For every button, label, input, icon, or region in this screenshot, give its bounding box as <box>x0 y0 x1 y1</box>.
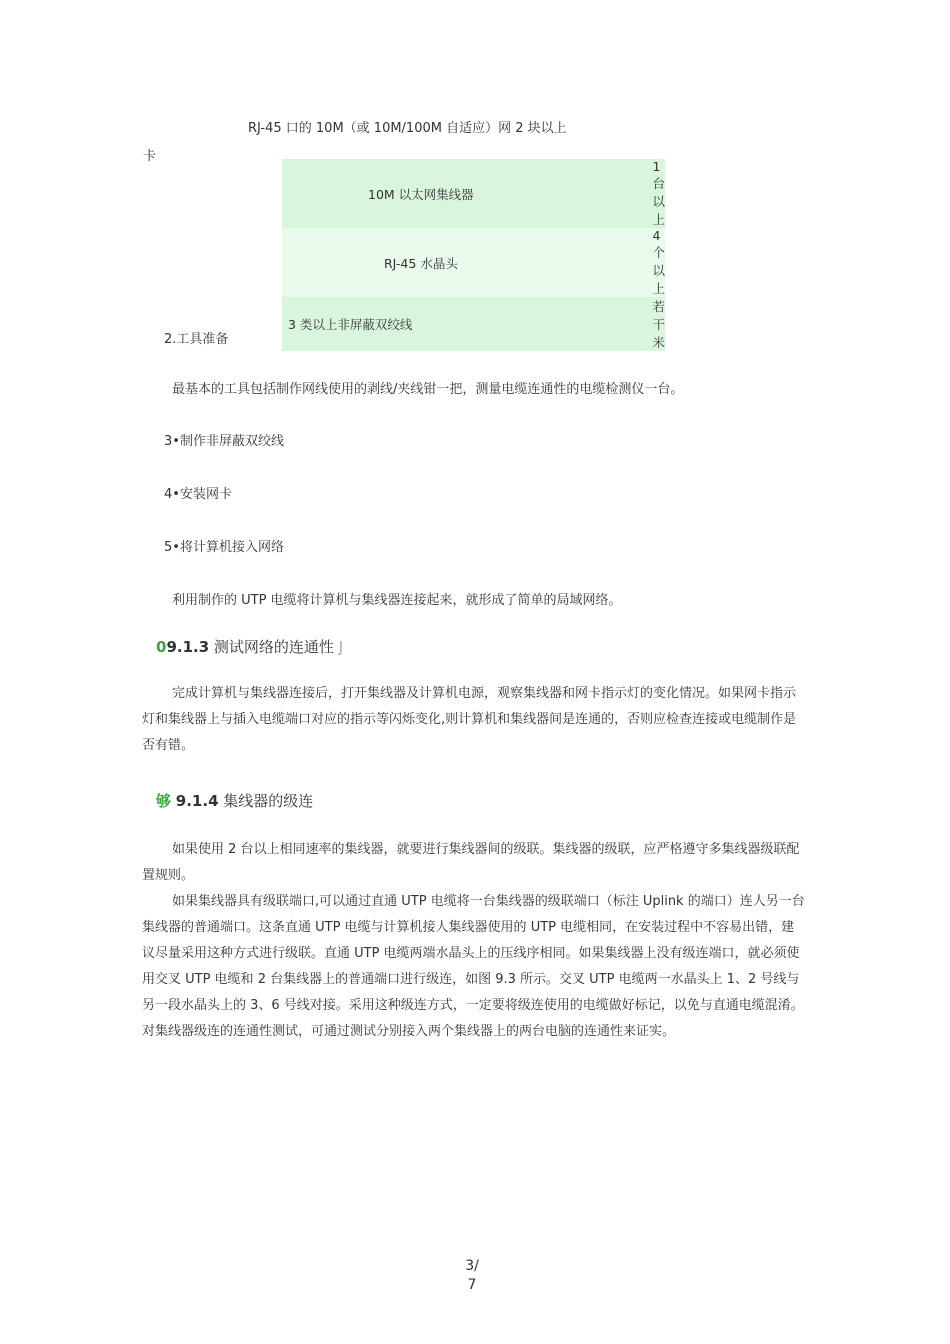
intro-line-1: RJ-45 口的 10M（或 10M/100M 自适应）网 2 块以上 <box>248 121 567 136</box>
step-4: 4•安装网卡 <box>164 487 232 502</box>
heading-number: 9.1.3 <box>166 638 210 656</box>
section-heading-913 <box>156 636 343 657</box>
intro-line-2: 卡 <box>143 149 157 164</box>
section-914-body-1: 如果使用 2 台以上相同速率的集线器，就要进行集线器间的级联。集线器的级联，应严格遵守多集线器级联配置规则。 <box>142 842 800 883</box>
section-heading-914 <box>156 790 313 811</box>
section-title-tools: 2.工具准备 <box>164 332 229 347</box>
page-number-bottom: 7 <box>467 1277 477 1293</box>
heading-title: 测试网络的连通性 <box>209 638 334 656</box>
table-row <box>282 159 665 228</box>
table-cell-item: 10M 以太网集线器 <box>282 159 652 228</box>
section-913-paragraph <box>142 681 807 759</box>
section-914-body-2: 如果集线器具有级联端口,可以通过直通 UTP 电缆将一台集线器的级联端口（标注 Uplink 的端口）连人另一台集线器的普通端口。这条直通 UTP 电缆与计算机接人集线器使用的 UTP 电缆相同，在安装过程中不容易出错，建议尽量采用这种方式进行级联。直通 UTP 电缆两端水晶头上的压线序相同。如果集线器上没有级连端口，就必须使用交叉 UTP 电缆和 2 台集线器上的普通端口进行级连，如图 9.3 所示。交叉 UTP 电缆两一水晶头上 1、2 号线与另一段水晶头上的 3、6 号线对接。采用这种级连方式，一定要将级连使用的电缆做好标记，以免与直通电缆混淆。对集线器级连的连通性测试，可通过测试分别接入两个集线器上的两台电脑的连通性来证实。 <box>142 894 805 1039</box>
page-number-top: 3/ <box>465 1258 479 1274</box>
table-cell-item: RJ-45 水晶头 <box>282 228 652 297</box>
heading-tail: J <box>338 638 344 656</box>
table-cell-qty: 4 个以上 <box>652 228 665 296</box>
step-3: 3•制作非屏蔽双绞线 <box>164 434 284 449</box>
heading-title: 集线器的级连 <box>218 792 314 810</box>
heading-mark: 够 <box>156 792 172 810</box>
heading-number: 9.1.4 <box>175 792 219 810</box>
table-row <box>282 228 665 297</box>
section-914-paragraph-2 <box>142 889 807 1045</box>
step-5: 5•将计算机接入网络 <box>164 540 284 555</box>
summary-paragraph: 利用制作的 UTP 电缆将计算机与集线器连接起来，就形成了简单的局域网络。 <box>172 593 622 608</box>
section-913-body: 完成计算机与集线器连接后，打开集线器及计算机电源，观察集线器和网卡指示灯的变化情况。如果网卡指示灯和集线器上与插入电缆端口对应的指示等闪烁变化,则计算机和集线器间是连通的，否则应检查连接或电缆制作是否有错。 <box>142 686 797 753</box>
table-cell-item: 3 类以上非屏蔽双绞线 <box>282 297 652 351</box>
table-row <box>282 297 665 351</box>
tools-paragraph: 最基本的工具包括制作网线使用的剥线/夹线钳一把，测量电缆连通性的电缆检测仪一台。 <box>172 382 684 397</box>
equipment-table <box>282 159 665 351</box>
heading-mark: 0 <box>156 638 167 656</box>
section-914-paragraph-1 <box>142 837 807 889</box>
table-cell-qty: 若干米 <box>652 299 665 350</box>
table-cell-qty: 1 台以上 <box>652 159 665 227</box>
